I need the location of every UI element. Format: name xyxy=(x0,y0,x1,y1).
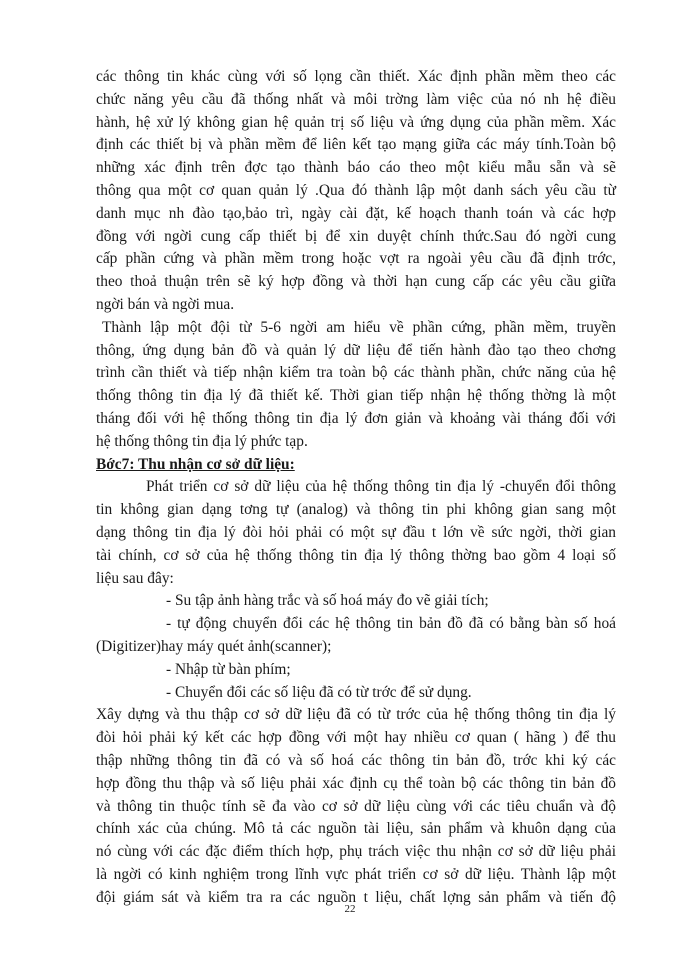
text-line: dạng thông tin địa lý đòi hỏi phải có một sự đầu t lớn về sức ngời, thời gian xyxy=(96,523,616,541)
text-line: định các thiết bị và phần mềm để liên kết tạo mạng giữa các máy tính.Toàn bộ xyxy=(96,136,616,154)
text-line: chính xác của chúng. Mô tả các nguồn tài liệu, sản phẩm và khuôn dạng của xyxy=(96,820,616,838)
text-line: thông, ứng dụng bản đồ và quản lý dữ liệu để tiến hành đào tạo theo chơng xyxy=(96,341,616,359)
list-item: - tự động chuyển đổi các hệ thông tin bản đồ đã có bằng bàn số hoá xyxy=(166,615,616,633)
paragraph-4 xyxy=(96,704,616,909)
text-line: Phát triển cơ sở dữ liệu của hệ thống thông tin địa lý -chuyển đổi thông xyxy=(146,478,616,496)
text-line: các thông tin khác cùng với số lọng cần thiết. Xác định phần mềm theo các xyxy=(96,68,616,85)
text-line: hành, hệ xử lý không gian hệ quản trị số liệu và ứng dụng của phần mềm. Xác xyxy=(96,113,616,131)
text-line: thống thông tin địa lý đã thiết kế. Thời gian tiếp nhận hệ thống thờng là một xyxy=(96,387,616,405)
text-line: trình cần thiết và tiếp nhận kiểm tra toàn bộ các thành phần, chức năng của hệ xyxy=(96,364,616,382)
paragraph-3 xyxy=(96,476,616,590)
paragraph-1 xyxy=(96,66,616,317)
bullet-list xyxy=(96,590,616,704)
text-line: theo thoả thuận trên sẽ ký hợp đồng và thời hạn cung cấp các yêu cầu giữa xyxy=(96,273,616,291)
text-line: hệ thống thông tin địa lý phức tạp. xyxy=(96,432,308,450)
text-line: cấp phần cứng và phần mềm trong hoặc vợt ra ngoài yêu cầu đã định trớc, xyxy=(96,250,616,268)
text-line: những xác định trên đợc tạo thành báo cáo theo một kiểu mẫu sẵn và sẽ xyxy=(96,159,616,177)
text-line: Xây dựng và thu thập cơ sở dữ liệu đã có từ trớc của hệ thống thông tin địa lý xyxy=(96,706,616,724)
paragraph-2 xyxy=(96,317,616,454)
text-line: là ngời có kinh nghiệm trong lĩnh vực phát triển cơ sở dữ liệu. Thành lập một xyxy=(96,865,616,883)
text-line: tài chính, cơ sở của hệ thống thông tin địa lý thông thờng bao gồm 4 loại số xyxy=(96,546,616,564)
list-item: - Su tập ảnh hàng trắc và số hoá máy đo vẽ giải tích; xyxy=(166,592,489,610)
text-line: đội giám sát và kiểm tra ra các nguồn t liệu, chất lợng sản phẩm và tiến độ xyxy=(96,888,616,906)
text-line: tháng đối với hệ thống thông tin địa lý đơn giản và khoảng vài tháng đối với xyxy=(96,409,616,427)
text-line: liệu sau đây: xyxy=(96,569,174,587)
section-heading: Bớc7: Thu nhận cơ sở dữ liệu: xyxy=(96,455,295,473)
page-number: 22 xyxy=(344,903,356,915)
text-line: nó cùng với các đặc điểm thích hợp, phụ trách việc thu nhận cơ sở dữ liệu phải xyxy=(96,843,616,861)
text-line: và thông tin thuộc tính sẽ đa vào cơ sở dữ liệu cùng với các tiêu chuẩn và độ xyxy=(96,797,616,815)
text-line: đòi hỏi phải ký kết các hợp đồng với một hay nhiều cơ quan ( hãng ) để thu xyxy=(96,729,616,747)
text-line: ngời bán và ngời mua. xyxy=(96,295,235,313)
text-line: tin không gian dạng tơng tự (analog) và thông tin phi không gian sang một xyxy=(96,501,616,519)
text-line: thông qua một cơ quan quản lý .Qua đó thành lập một danh sách yêu cầu từ xyxy=(96,181,616,199)
text-line: hợp đồng thu thập và số liệu phải xác định cụ thể toàn bộ các thông tin bản đồ xyxy=(96,774,616,792)
text-line: danh mục nh đào tạo,bảo trì, ngày cài đặt, kế hoạch thanh toán và các hợp xyxy=(96,204,616,222)
text-line: Thành lập một đội từ 5-6 ngời am hiểu về phần cứng, phần mềm, truyền xyxy=(102,318,616,336)
list-item: (Digitizer)hay máy quét ảnh(scanner); xyxy=(96,637,332,655)
document-page xyxy=(96,66,616,909)
text-line: đồng với ngời cung cấp thiết bị để xin duyệt chính thức.Sau đó ngời cung xyxy=(96,227,616,245)
list-item: - Nhập từ bàn phím; xyxy=(166,660,291,678)
list-item: - Chuyển đổi các số liệu đã có từ trớc để sử dụng. xyxy=(166,683,472,701)
text-line: chức năng yêu cầu đã thống nhất và môi trờng làm việc của nó nh hệ điều xyxy=(96,90,616,108)
text-line: thập những thông tin đã có và số hoá các thông tin bản đồ, trớc khi ký các xyxy=(96,751,616,769)
